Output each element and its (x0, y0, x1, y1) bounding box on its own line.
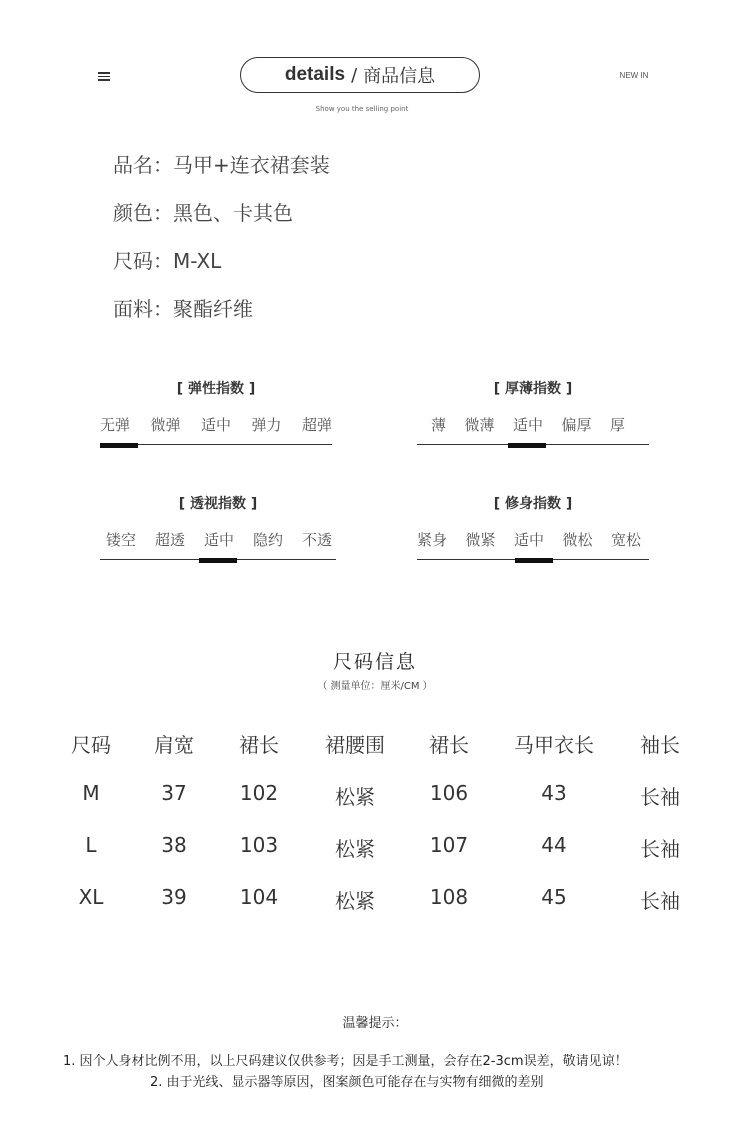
table-cell: 45 (541, 885, 567, 909)
fit-option: 适中 (513, 531, 544, 549)
size-info-title: 尺码信息 (332, 651, 417, 673)
thickness-option: 厚 (609, 416, 625, 434)
transparency-marker (199, 558, 237, 563)
table-cell: 104 (239, 885, 279, 909)
transparency-option: 镂空 (106, 531, 137, 549)
elasticity-title: [ 弹性指数 ] (176, 381, 256, 397)
thickness-option: 偏厚 (561, 416, 592, 434)
table-cell: 松紧 (335, 889, 375, 913)
new-in-link[interactable]: NEW IN (619, 71, 649, 80)
product-fabric: 面料：聚酯纤维 (113, 297, 253, 321)
transparency-options (100, 529, 336, 550)
thickness-options (417, 414, 649, 435)
table-cell: 107 (429, 833, 469, 857)
product-size: 尺码：M-XL (113, 249, 222, 273)
header-cell: 裙长 (239, 733, 279, 757)
table-cell: 长袖 (640, 837, 680, 861)
tip-line-1: 1. 因个人身材比例不用，以上尺码建议仅供参考；因是手工测量，会存在2-3cm误差，敬请见谅！ (63, 1054, 628, 1069)
table-cell: M (82, 781, 100, 805)
product-color: 颜色：黑色、卡其色 (113, 201, 293, 225)
header-cell: 尺码 (71, 733, 111, 757)
product-name: 品名：马甲+连衣裙套装 (113, 153, 330, 177)
elasticity-index (100, 378, 332, 447)
header-cell: 裙长 (429, 733, 469, 757)
elasticity-option: 微弹 (150, 416, 181, 434)
table-cell: 39 (161, 885, 187, 909)
table-cell: 106 (429, 781, 469, 805)
thickness-title: [ 厚薄指数 ] (493, 381, 573, 397)
table-cell: 松紧 (335, 785, 375, 809)
table-cell: 43 (541, 781, 567, 805)
menu-icon[interactable] (98, 72, 110, 81)
header-cell: 肩宽 (154, 733, 194, 757)
transparency-index (100, 493, 336, 562)
table-cell: 103 (239, 833, 279, 857)
thickness-option: 薄 (431, 416, 447, 434)
fit-options (417, 529, 649, 550)
thickness-marker (508, 443, 546, 448)
fit-marker (515, 558, 553, 563)
details-title-pill (240, 57, 480, 93)
thickness-option: 适中 (512, 416, 543, 434)
table-cell: 44 (541, 833, 567, 857)
elasticity-option: 弹力 (251, 416, 282, 434)
transparency-option: 不透 (301, 531, 332, 549)
fit-option: 微紧 (465, 531, 496, 549)
size-info-unit: （ 测量单位：厘米/CM ） (317, 681, 433, 692)
table-cell: 102 (239, 781, 279, 805)
fit-title: [ 修身指数 ] (493, 496, 573, 512)
thickness-option: 微薄 (464, 416, 495, 434)
table-cell: 长袖 (640, 785, 680, 809)
table-cell: 长袖 (640, 889, 680, 913)
table-cell: 38 (161, 833, 187, 857)
table-cell: 37 (161, 781, 187, 805)
elasticity-option: 超弹 (301, 416, 332, 434)
tips-title: 温馨提示： (342, 1016, 408, 1031)
table-cell: 108 (429, 885, 469, 909)
header-cell: 裙腰围 (325, 733, 385, 757)
tip-line-2: 2. 由于光线、显示器等原因，图案颜色可能存在与实物有细微的差别 (150, 1075, 544, 1090)
fit-option: 宽松 (610, 531, 641, 549)
table-cell: XL (78, 885, 104, 909)
header-cell: 马甲衣长 (514, 733, 594, 757)
transparency-title: [ 透视指数 ] (178, 496, 258, 512)
thickness-index (417, 378, 649, 447)
fit-option: 微松 (562, 531, 593, 549)
elasticity-marker (100, 443, 138, 448)
fit-index (417, 493, 649, 562)
transparency-option: 隐约 (252, 531, 283, 549)
transparency-option: 适中 (203, 531, 234, 549)
elasticity-options (100, 414, 332, 435)
fit-option: 紧身 (417, 531, 448, 549)
title-cn: 商品信息 (363, 66, 436, 87)
transparency-option: 超透 (154, 531, 185, 549)
title-en: details (284, 64, 346, 85)
header-cell: 袖长 (640, 733, 680, 757)
title-separator: / (351, 64, 358, 86)
elasticity-option: 无弹 (100, 416, 131, 434)
table-cell: L (85, 833, 97, 857)
subtitle: Show you the selling point (315, 105, 409, 113)
elasticity-option: 适中 (200, 416, 231, 434)
table-cell: 松紧 (335, 837, 375, 861)
